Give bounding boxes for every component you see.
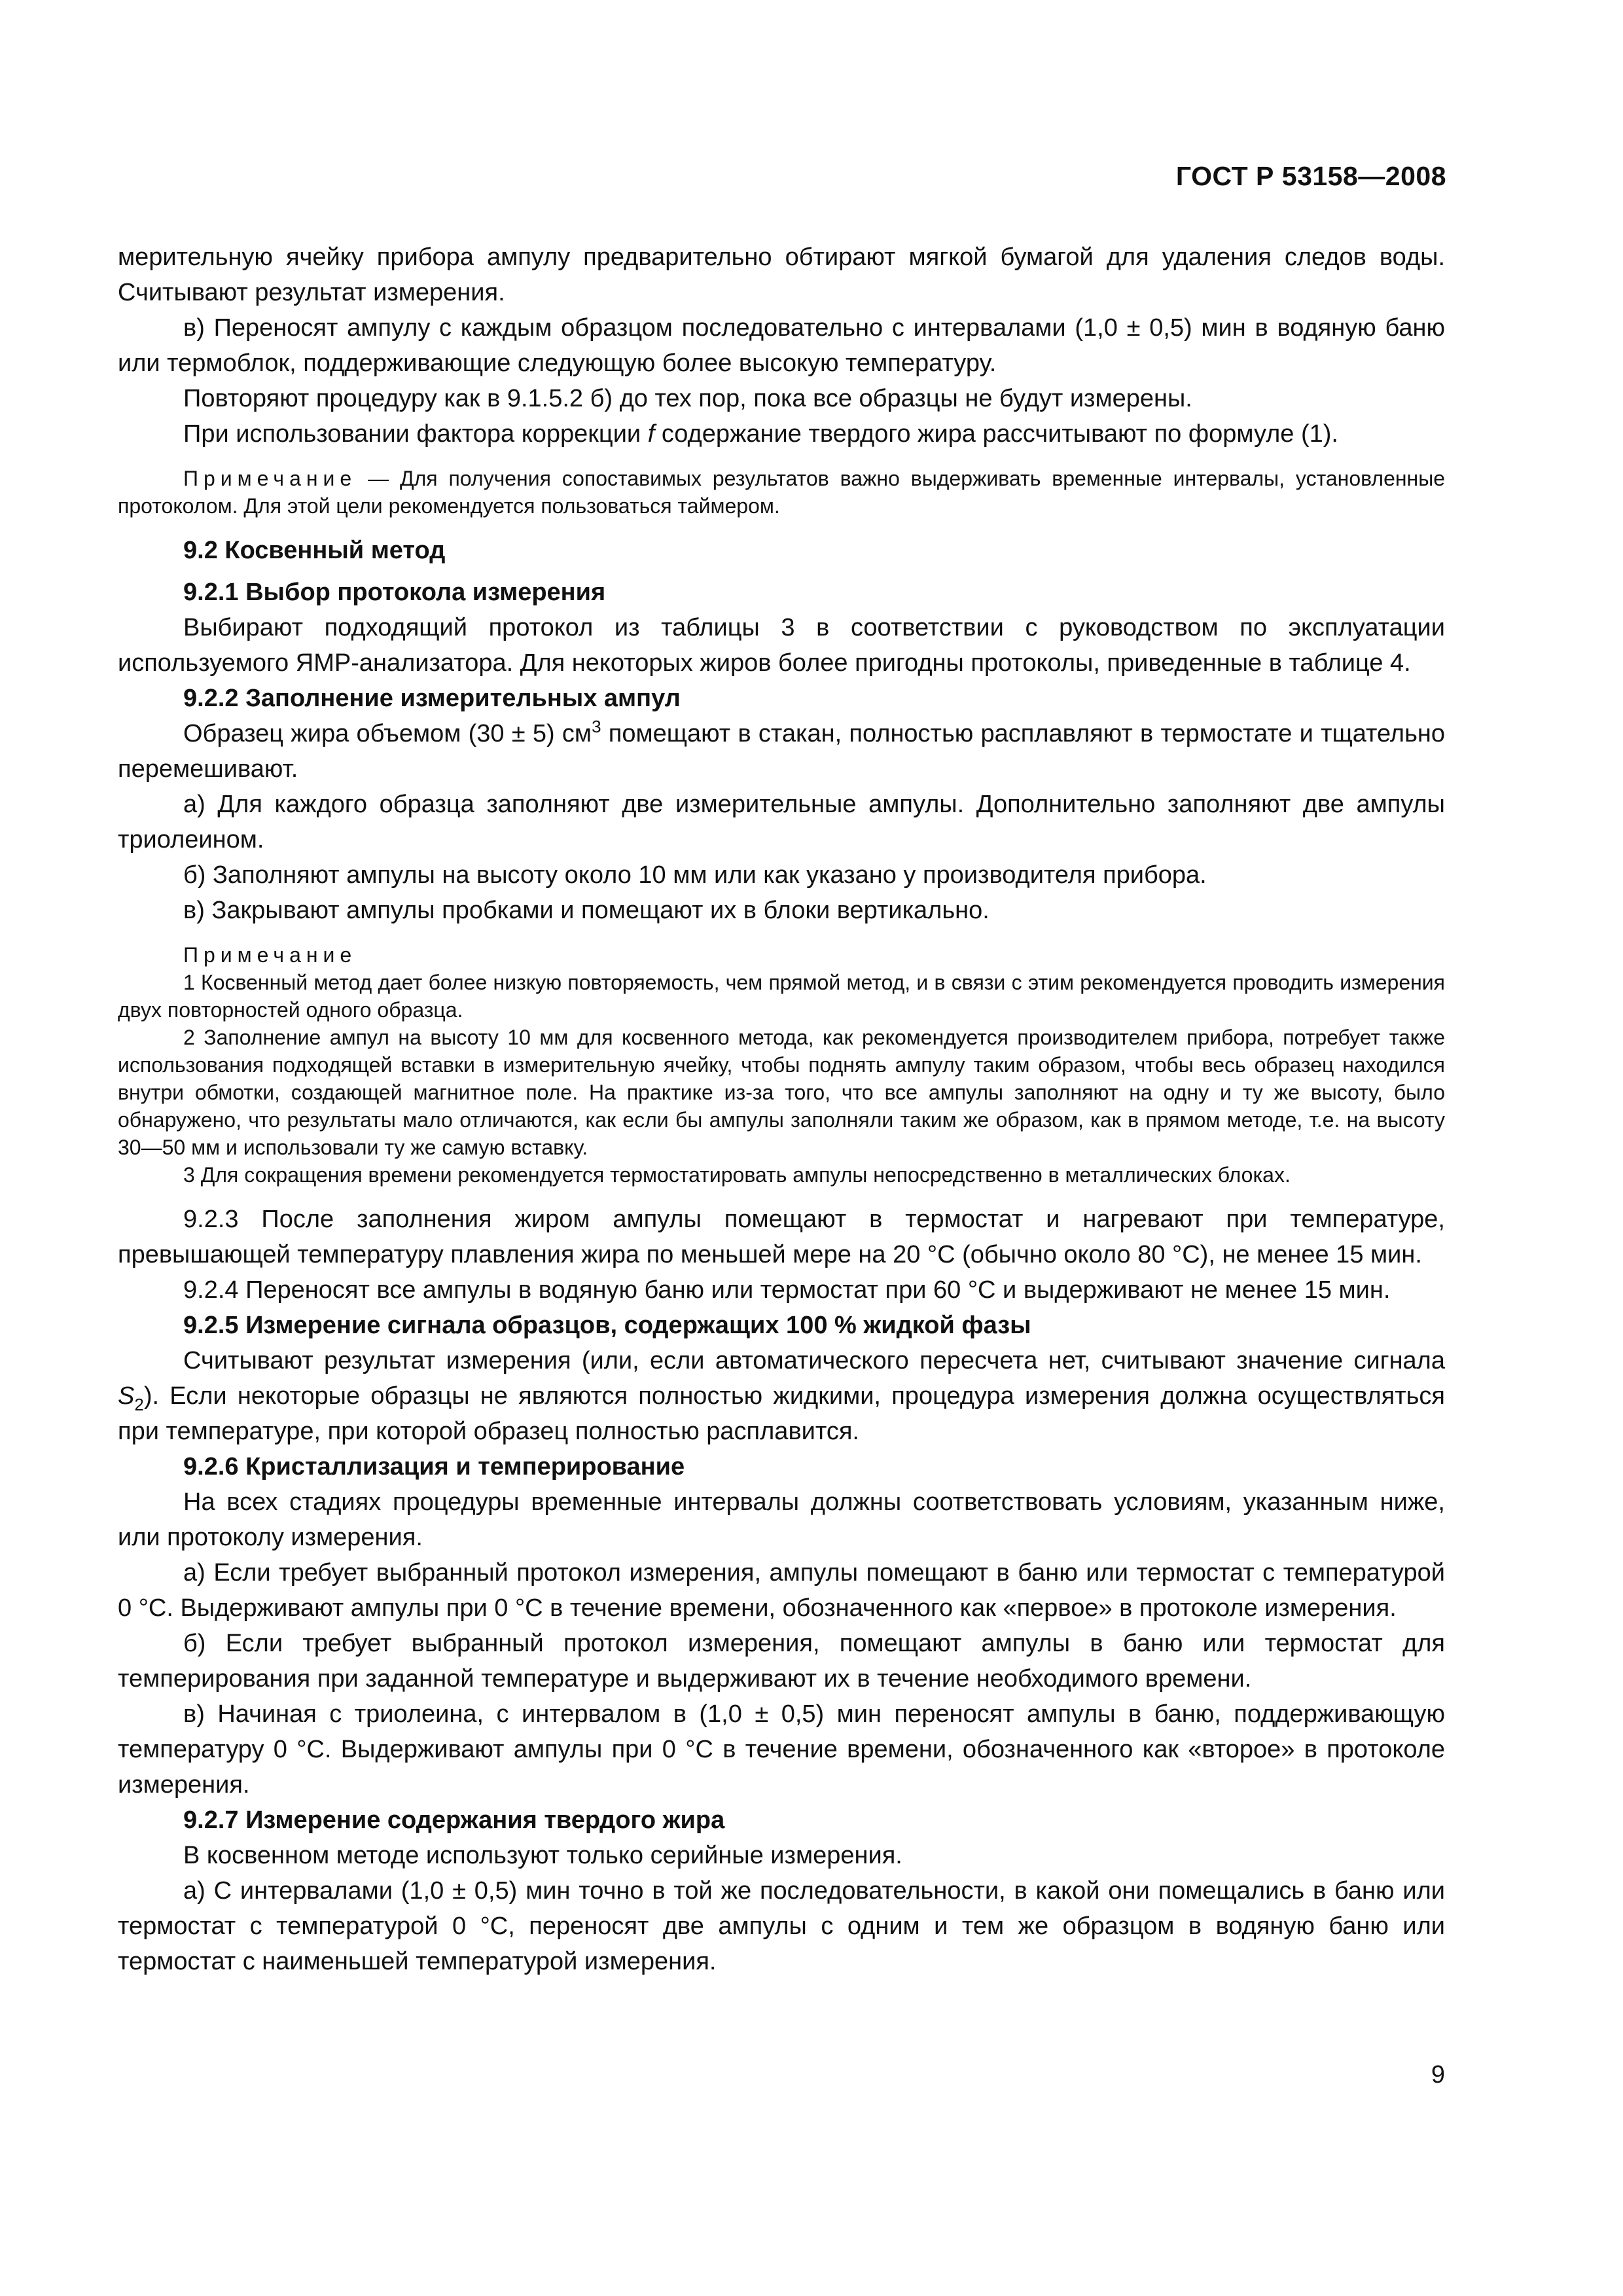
section-heading-9-2: 9.2 Косвенный метод [183,537,446,564]
page-number: 9 [1431,2061,1445,2089]
list-item-c: в) Начиная с триолеина, с интервалом в (1,0 ± 0,5) мин переносят ампулы в баню, поддерживающую температуру 0 °С. Выдерживают ампулы при 0 °С в течение времени, обозначенного как «второе» в протоколе измерения. [118,1700,1445,1799]
paragraph-9-2-1: Выбирают подходящий протокол из таблицы 3 в соответствии с руководством по эксплуатации используемого ЯМР-анализатора. Для некоторых жиров более пригодны протоколы, приведенные в таблице 4. [118,614,1445,677]
paragraph-correction-factor [118,416,1445,452]
text-fragment: Считывают результат измерения (или, если автоматического пересчета нет, считывают значение сигнала [183,1347,1445,1374]
list-item-c: в) Закрывают ампулы пробками и помещают их в блоки вертикально. [183,897,990,924]
page-content [118,240,1445,1979]
note-1: 1 Косвенный метод дает более низкую повторяемость, чем прямой метод, и в связи с этим рекомендуется проводить измерения двух повторностей одного образца. [118,971,1445,1022]
paragraph-continuation: мерительную ячейку прибора ампулу предварительно обтирают мягкой бумагой для удаления следов воды. Считывают результат измерения. [118,243,1445,306]
subscript: 2 [134,1395,144,1414]
document-header: ГОСТ Р 53158—2008 [1175,161,1446,191]
list-item-a: а) С интервалами (1,0 ± 0,5) мин точно в той же последовательности, в какой они помещались в баню или термостат с температурой 0 °С, переносят две ампулы с одним и тем же образцом в водяную баню или термостат с наименьшей температурой измерения. [118,1877,1445,1975]
paragraph-repeat-procedure: Повторяют процедуру как в 9.1.5.2 б) до тех пор, пока все образцы не будут измерены. [183,385,1192,412]
list-item-a: а) Для каждого образца заполняют две измерительные ампулы. Дополнительно заполняют две ампулы триолеином. [118,791,1445,853]
note-timer [118,465,1445,520]
list-item-b: б) Заполняют ампулы на высоту около 10 мм или как указано у производителя прибора. [183,861,1207,889]
superscript: 3 [592,717,601,736]
paragraph-9-2-5 [118,1343,1445,1449]
paragraph-9-2-2 [118,716,1445,787]
section-heading-9-2-6: 9.2.6 Кристаллизация и темперирование [183,1453,685,1480]
variable-f: f [647,420,655,448]
text-fragment: При использовании фактора коррекции [183,420,648,448]
note-2: 2 Заполнение ампул на высоту 10 мм для косвенного метода, как рекомендуется производителем прибора, потребует также использования подходящей вставки в измерительную ячейку, чтобы поднять ампулу таким образом, чтобы весь образец находился внутри обмотки, создающей магнитное поле. На практике из-за того, что все ампулы заполняют на одну и ту же высоту, было обнаружено, что результаты мало отличаются, как если бы ампулы заполняли таким же образом, как в прямом методе, т.е. на высоту 30—50 мм и использовали ту же самую вставку. [118,1026,1445,1159]
paragraph-transfer-ampoule: в) Переносят ампулу с каждым образцом последовательно с интервалами (1,0 ± 0,5) мин в водяную баню или термоблок, поддерживающие следующую более высокую температуру. [118,314,1445,377]
section-heading-9-2-7: 9.2.7 Измерение содержания твердого жира [183,1806,725,1834]
text-fragment: ). Если некоторые образцы не являются полностью жидкими, процедура измерения должна осуществляться при температуре, при которой образец полностью расплавится. [118,1382,1445,1445]
notes-label: Примечание [183,943,357,967]
section-heading-9-2-5: 9.2.5 Измерение сигнала образцов, содержащих 100 % жидкой фазы [183,1312,1031,1339]
note-text: — Для получения сопоставимых результатов важно выдерживать временные интервалы, установленные протоколом. Для этой цели рекомендуется пользоваться таймером. [118,467,1445,518]
text-fragment: Образец жира объемом (30 ± 5) см [183,720,592,747]
text-fragment: содержание твердого жира рассчитывают по формуле (1). [654,420,1338,448]
paragraph-9-2-3: 9.2.3 После заполнения жиром ампулы помещают в термостат и нагревают при температуре, превышающей температуру плавления жира по меньшей мере на 20 °С (обычно около 80 °С), не менее 15 мин. [118,1206,1445,1268]
list-item-a: а) Если требует выбранный протокол измерения, ампулы помещают в баню или термостат с температурой 0 °С. Выдерживают ампулы при 0 °С в течение времени, обозначенного как «первое» в протоколе измерения. [118,1559,1445,1622]
section-heading-9-2-2: 9.2.2 Заполнение измерительных ампул [183,685,681,712]
list-item-b: б) Если требует выбранный протокол измерения, помещают ампулы в баню или термостат для темперирования при заданной температуре и выдерживают их в течение необходимого времени. [118,1630,1445,1693]
text-fragment: помещают в стакан, полностью расплавляют в термостате и тщательно перемешивают. [118,720,1445,783]
section-heading-9-2-1: 9.2.1 Выбор протокола измерения [183,579,606,606]
paragraph-9-2-4: 9.2.4 Переносят все ампулы в водяную баню или термостат при 60 °С и выдерживают не менее 15 мин. [183,1276,1391,1304]
paragraph-9-2-6: На всех стадиях процедуры временные интервалы должны соответствовать условиям, указанным ниже, или протоколу измерения. [118,1488,1445,1551]
note-label: Примечание [183,467,357,490]
note-3: 3 Для сокращения времени рекомендуется термостатировать ампулы непосредственно в металлических блоках. [183,1163,1291,1187]
paragraph-9-2-7: В косвенном методе используют только серийные измерения. [183,1842,902,1869]
variable-s: S [118,1382,135,1410]
